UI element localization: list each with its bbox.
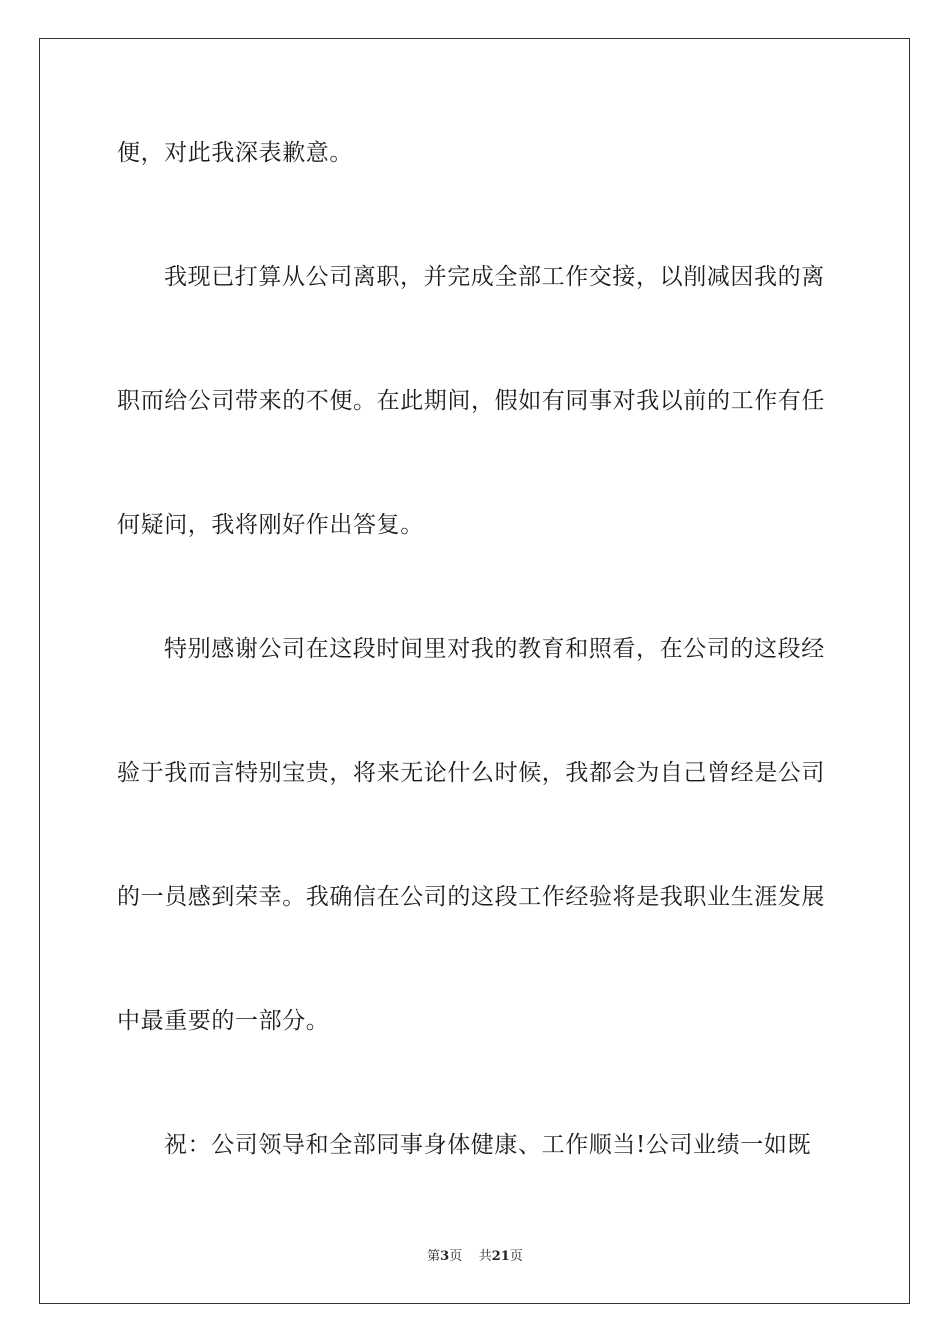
text-line: 便，对此我深表歉意。 bbox=[117, 140, 353, 166]
paragraph-start-line: 我现已打算从公司离职，并完成全部工作交接，以削减因我的离 bbox=[164, 264, 825, 290]
text-line: 何疑问，我将刚好作出答复。 bbox=[117, 512, 424, 538]
total-pages: 21 bbox=[491, 1249, 510, 1264]
text-line: 的一员感到荣幸。我确信在公司的这段工作经验将是我职业生涯发展 bbox=[117, 884, 825, 910]
paragraph-start-line: 祝：公司领导和全部同事身体健康、工作顺当!公司业绩一如既 bbox=[164, 1132, 812, 1158]
page-footer bbox=[0, 1249, 950, 1265]
text-line: 中最重要的一部分。 bbox=[117, 1008, 330, 1034]
page-border bbox=[39, 38, 910, 1304]
page-prefix: 第 bbox=[427, 1249, 441, 1264]
text-line: 验于我而言特别宝贵，将来无论什么时候，我都会为自己曾经是公司 bbox=[117, 760, 825, 786]
page-suffix: 页 bbox=[449, 1249, 463, 1264]
total-suffix: 页 bbox=[509, 1249, 523, 1264]
page-number: 3 bbox=[440, 1249, 450, 1264]
text-line: 职而给公司带来的不便。在此期间，假如有同事对我以前的工作有任 bbox=[117, 388, 825, 414]
paragraph-start-line: 特别感谢公司在这段时间里对我的教育和照看，在公司的这段经 bbox=[164, 636, 825, 662]
total-prefix: 共 bbox=[478, 1249, 492, 1264]
